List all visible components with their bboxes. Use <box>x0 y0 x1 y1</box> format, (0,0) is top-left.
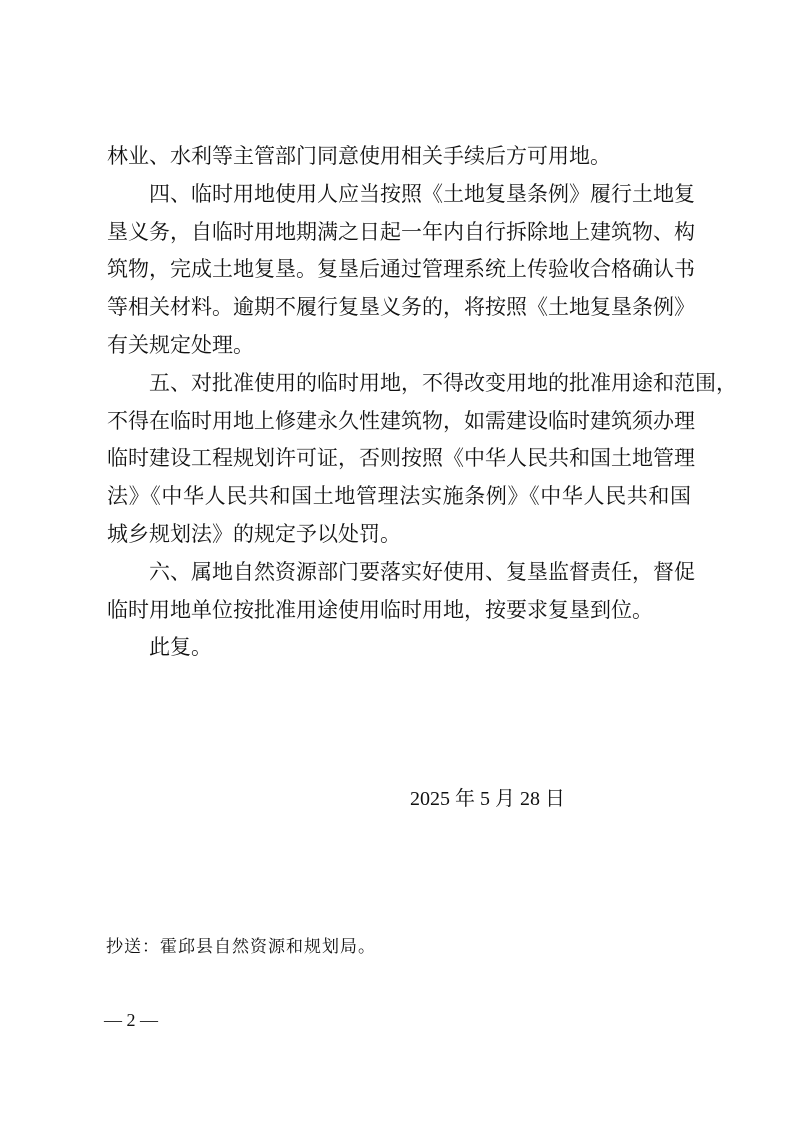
document-date: 2025 年 5 月 28 日 <box>410 788 565 810</box>
text-line: 此复。 <box>149 635 212 660</box>
cc-line: 抄送：霍邱县自然资源和规划局。 <box>106 937 376 957</box>
text-line: 有关规定处理。 <box>107 332 254 357</box>
text-line: 六、属地自然资源部门要落实好使用、复垦监督责任，督促 <box>149 559 695 584</box>
text-line: 林业、水利等主管部门同意使用相关手续后方可用地。 <box>107 144 611 168</box>
text-line: 筑物，完成土地复垦。复垦后通过管理系统上传验收合格确认书 <box>107 257 695 282</box>
paragraph-item-4 <box>107 176 695 365</box>
text-line: 法》《中华人民共和国土地管理法实施条例》《中华人民共和国 <box>107 484 691 509</box>
text-line: 五、对批准使用的临时用地，不得改变用地的批准用途和范围， <box>149 370 737 395</box>
text-line: 城乡规划法》的规定予以处罚。 <box>107 521 401 546</box>
paragraph-item-5 <box>107 365 737 554</box>
page-number: — 2 — <box>104 1010 158 1030</box>
text-line: 四、临时用地使用人应当按照《土地复垦条例》履行土地复 <box>149 181 695 206</box>
text-line: 临时用地单位按批准用途使用临时用地，按要求复垦到位。 <box>107 597 653 622</box>
paragraph-item-6 <box>107 554 695 630</box>
closing-paragraph <box>107 629 691 667</box>
document-body <box>107 138 737 667</box>
text-line: 等相关材料。逾期不履行复垦义务的，将按照《土地复垦条例》 <box>107 295 695 320</box>
text-line: 不得在临时用地上修建永久性建筑物，如需建设临时建筑须办理 <box>107 408 695 433</box>
text-line: 临时建设工程规划许可证，否则按照《中华人民共和国土地管理 <box>107 446 695 471</box>
paragraph-continuation <box>107 138 691 176</box>
text-line: 垦义务，自临时用地期满之日起一年内自行拆除地上建筑物、构 <box>107 219 695 244</box>
